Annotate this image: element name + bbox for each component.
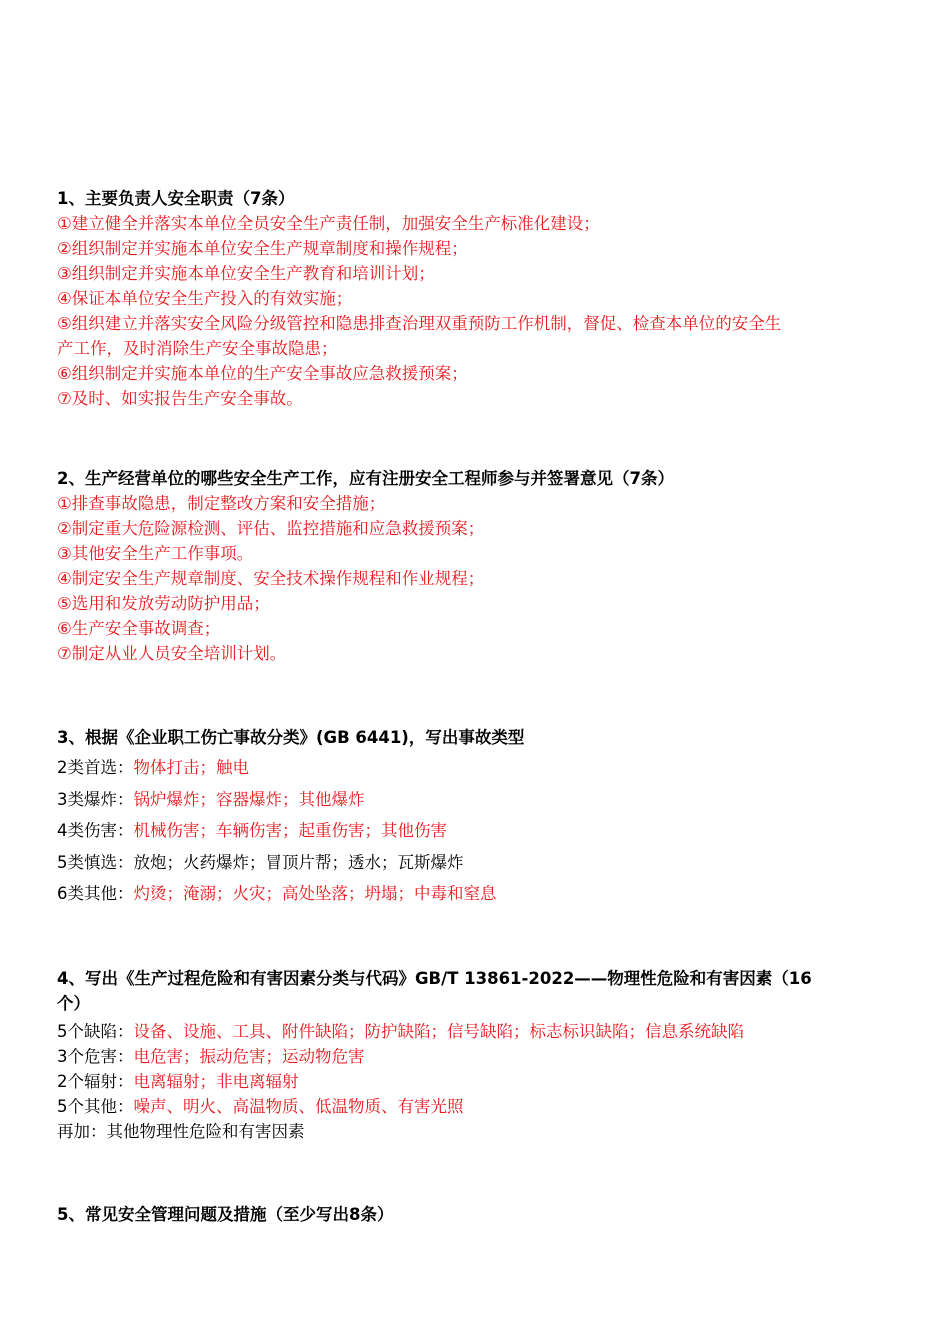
accident-type-label: 6类其他： [57, 884, 134, 903]
section-3-list [57, 752, 907, 910]
section-1-item: ⑦及时、如实报告生产安全事故。 [57, 389, 303, 408]
accident-type-row [57, 784, 907, 816]
hazard-label: 2个辐射： [57, 1072, 134, 1091]
section-5-heading: 5、常见安全管理问题及措施（至少写出8条） [57, 1205, 394, 1224]
section-1-item: ①建立健全并落实本单位全员安全生产责任制，加强安全生产标准化建设； [57, 214, 600, 233]
section-1-heading: 1、主要负责人安全职责（7条） [57, 189, 295, 208]
hazard-content: 噪声、明火、高温物质、低温物质、有害光照 [133, 1097, 464, 1116]
hazard-row [57, 1094, 907, 1119]
hazard-content: 电离辐射；非电离辐射 [133, 1072, 299, 1091]
hazard-label: 5个其他： [57, 1097, 134, 1116]
section-3-heading: 3、根据《企业职工伤亡事故分类》(GB 6441)，写出事故类型 [57, 728, 525, 747]
section-2-item: ④制定安全生产规章制度、安全技术操作规程和作业规程； [57, 569, 485, 588]
hazard-content: 设备、设施、工具、附件缺陷；防护缺陷；信号缺陷；标志标识缺陷；信息系统缺陷 [133, 1022, 744, 1041]
hazard-row [57, 1019, 907, 1044]
accident-type-label: 2类首选： [57, 758, 134, 777]
accident-type-content: 锅炉爆炸；容器爆炸；其他爆炸 [133, 789, 365, 809]
accident-type-row [57, 752, 907, 784]
section-1-item: ③组织制定并实施本单位安全生产教育和培训计划； [57, 264, 435, 283]
section-4-list [57, 1019, 907, 1144]
section-1-item: ⑤组织建立并落实安全风险分级管控和隐患排查治理双重预防工作机制，督促、检查本单位的安全生 [57, 314, 782, 333]
hazard-label: 3个危害： [57, 1047, 134, 1066]
accident-type-row [57, 847, 907, 879]
accident-type-row [57, 815, 907, 847]
section-2-item: ⑦制定从业人员安全培训计划。 [57, 644, 287, 663]
section-2-item: ②制定重大危险源检测、评估、监控措施和应急救援预案； [57, 519, 485, 538]
hazard-row [57, 1044, 907, 1069]
section-2-item: ⑥生产安全事故调查； [57, 619, 221, 638]
section-1-list [57, 211, 907, 411]
accident-type-row [57, 878, 907, 910]
section-4-heading-cont: 个） [57, 994, 90, 1013]
section-2-list [57, 491, 907, 666]
section-2-item: ①排查事故隐患，制定整改方案和安全措施； [57, 494, 386, 513]
hazard-extra: 再加：其他物理性危险和有害因素 [57, 1122, 305, 1141]
accident-type-label: 5类慎选： [57, 852, 134, 872]
accident-type-content: 机械伤害；车辆伤害；起重伤害；其他伤害 [133, 821, 447, 840]
section-2-item: ⑤选用和发放劳动防护用品； [57, 594, 270, 613]
section-2-heading: 2、生产经营单位的哪些安全生产工作，应有注册安全工程师参与并签署意见（7条） [57, 469, 674, 488]
accident-type-content: 放炮；火药爆炸；冒顶片帮；透水；瓦斯爆炸 [133, 852, 464, 872]
section-1-item: ⑥组织制定并实施本单位的生产安全事故应急救援预案； [57, 364, 468, 383]
section-4-heading: 4、写出《生产过程危险和有害因素分类与代码》GB/T 13861-2022——物理性危险和有害因素（16 [57, 969, 812, 988]
hazard-row [57, 1069, 907, 1094]
accident-type-label: 3类爆炸： [57, 789, 134, 809]
accident-type-label: 4类伤害： [57, 821, 134, 840]
hazard-content: 电危害；振动危害；运动物危害 [133, 1047, 365, 1066]
accident-type-content: 物体打击；触电 [133, 758, 249, 777]
section-2-item: ③其他安全生产工作事项。 [57, 544, 254, 563]
accident-type-content: 灼烫；淹溺；火灾；高处坠落；坍塌；中毒和窒息 [133, 884, 497, 903]
section-1-item: 产工作，及时消除生产安全事故隐患； [57, 339, 338, 358]
section-1-item: ②组织制定并实施本单位安全生产规章制度和操作规程； [57, 239, 468, 258]
hazard-label: 5个缺陷： [57, 1022, 134, 1041]
section-1-item: ④保证本单位安全生产投入的有效实施； [57, 289, 353, 308]
